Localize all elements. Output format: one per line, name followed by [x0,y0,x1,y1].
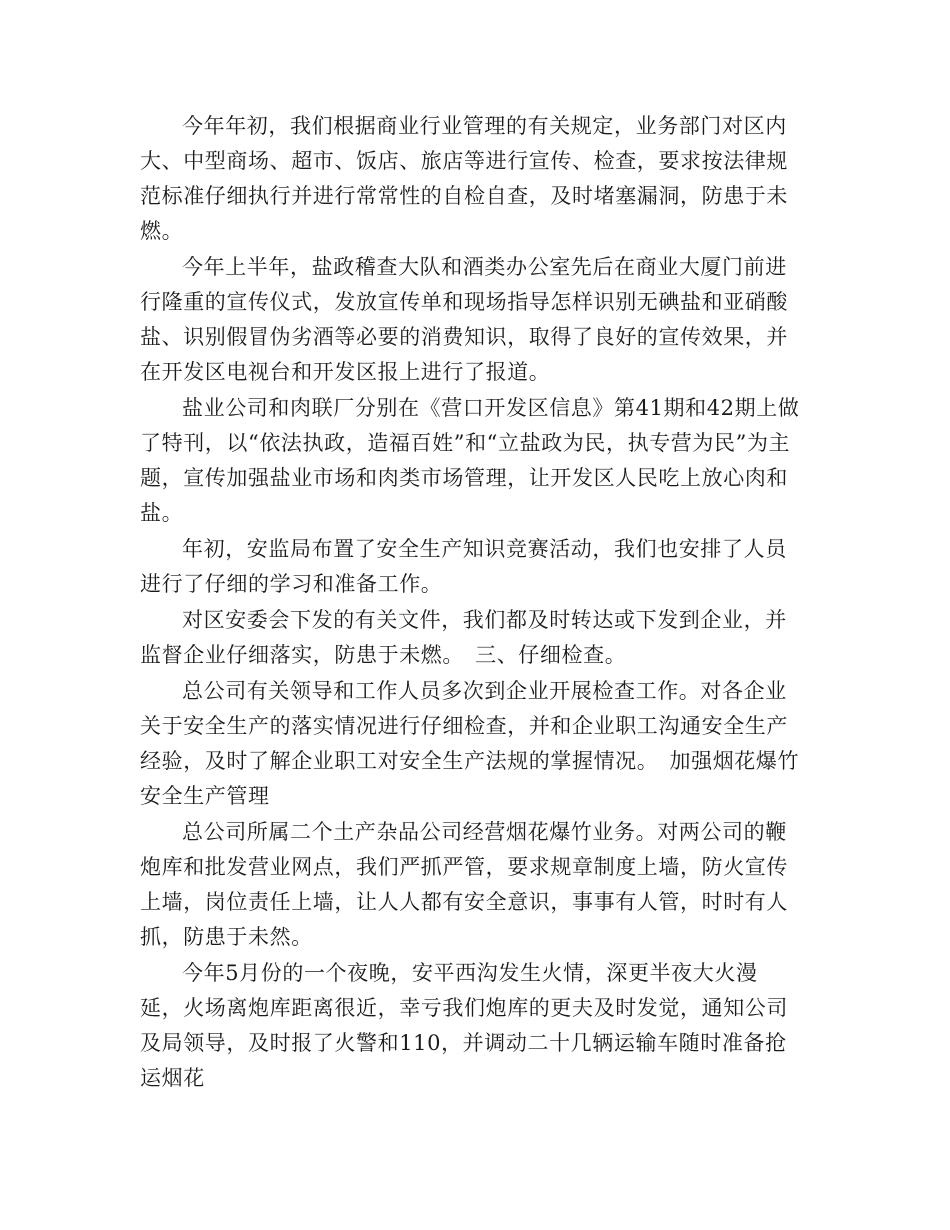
paragraph-8: 今年5月份的一个夜晚，安平西沟发生火情，深更半夜大火漫延，火场离炮库距离很近，幸亏我们炮库的更夫及时发觉，通知公司及局领导，及时报了火警和110，并调动二十几辆运输车随时准备抢运烟花 [140,961,788,1090]
paragraph-5: 对区安委会下发的有关文件，我们都及时转达或下发到企业，并监督企业仔细落实，防患于未燃。 三、仔细检查。 [140,608,787,667]
paragraph-4: 年初，安监局布置了安全生产知识竞赛活动，我们也安排了人员进行了仔细的学习和准备工作。 [140,537,787,596]
paragraph-3: 盐业公司和肉联厂分别在《营口开发区信息》第41期和42期上做了特刊，以“依法执政，造福百姓”和“立盐政为民，执专营为民”为主题，宣传加强盐业市场和肉类市场管理，让开发区人民吃上放心肉和盐。 [140,396,800,525]
paragraph-7: 总公司所属二个土产杂品公司经营烟花爆竹业务。对两公司的鞭炮库和批发营业网点，我们严抓严管，要求规章制度上墙，防火宣传上墙，岗位责任上墙，让人人都有安全意识，事事有人管，时时有人抓，防患于未然。 [140,820,788,949]
paragraph-6: 总公司有关领导和工作人员多次到企业开展检查工作。对各企业关于安全生产的落实情况进行仔细检查，并和企业职工沟通安全生产经验，及时了解企业职工对安全生产法规的掌握情况。 加强烟花爆竹安全生产管理 [140,679,800,808]
paragraph-2: 今年上半年，盐政稽查大队和酒类办公室先后在商业大厦门前进行隆重的宣传仪式，发放宣传单和现场指导怎样识别无碘盐和亚硝酸盐、识别假冒伪劣酒等必要的消费知识，取得了良好的宣传效果，并在开发区电视台和开发区报上进行了报道。 [140,255,788,384]
paragraph-1: 今年年初，我们根据商业行业管理的有关规定，业务部门对区内大、中型商场、超市、饭店、旅店等进行宣传、检查，要求按法律规范标准仔细执行并进行常常性的自检自查，及时堵塞漏洞，防患于未燃。 [140,114,788,243]
document-body [140,109,800,1096]
